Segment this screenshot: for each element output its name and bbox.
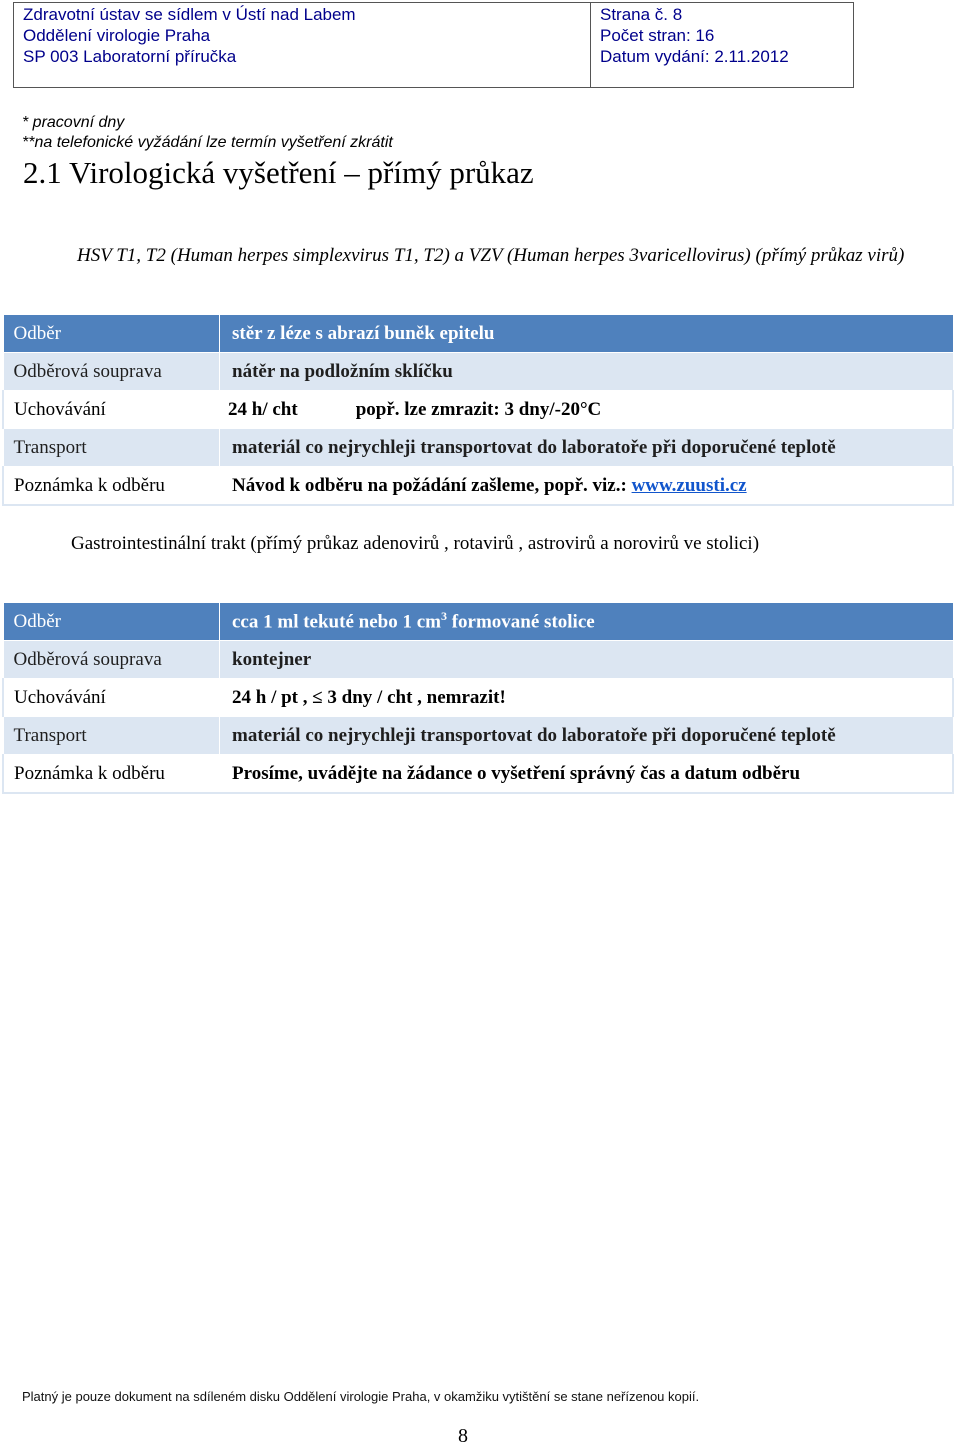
table-row (3, 679, 953, 717)
row-value: Prosíme, uvádějte na žádance o vyšetření správný čas a datum odběru (220, 755, 954, 794)
row-label: Odběr (3, 603, 220, 641)
note-phone-request: **na telefonické vyžádání lze termín vyšetření zkrátit (22, 134, 393, 151)
header-department: Oddělení virologie Praha (23, 26, 211, 45)
table-row (3, 391, 953, 429)
table-row (3, 755, 953, 794)
row-label: Poznámka k odběru (3, 467, 220, 506)
row-value: kontejner (220, 641, 954, 679)
footer-disclaimer: Platný je pouze dokument na sdíleném disku Oddělení virologie Praha, v okamžiku vytištění se stane neřízenou kopií. (22, 1389, 700, 1404)
page-number: 8 (458, 1425, 468, 1447)
row-value: materiál co nejrychleji transportovat do laboratoře při doporučené teplotě (220, 429, 954, 467)
table-row (3, 315, 953, 353)
row-value (220, 603, 954, 641)
row-label: Uchovávání (3, 679, 220, 717)
row-label: Transport (3, 717, 220, 755)
header-institute: Zdravotní ústav se sídlem v Ústí nad Labem (23, 5, 356, 24)
header-issue-date: Datum vydání: 2.11.2012 (600, 47, 789, 66)
storage-freeze: popř. lze zmrazit: 3 dny/-20°C (355, 398, 602, 420)
section-title: 2.1 Virologická vyšetření – přímý průkaz (23, 155, 534, 190)
document-header (13, 2, 854, 88)
row-label: Odběrová souprava (3, 353, 220, 391)
block2-table (2, 602, 954, 794)
table-row (3, 429, 953, 467)
block2-title: Gastrointestinální trakt (přímý průkaz adenovirů , rotavirů , astrovirů a norovirů ve stolici) (71, 533, 760, 554)
header-right (591, 3, 853, 87)
row-value: stěr z léze s abrazí buněk epitelu (220, 315, 954, 353)
row-value: materiál co nejrychleji transportovat do laboratoře při doporučené teplotě (220, 717, 954, 755)
row-value (220, 391, 954, 429)
row-label: Transport (3, 429, 220, 467)
storage-time: 24 h/ cht (228, 398, 298, 420)
header-document-name: SP 003 Laboratorní příručka (23, 47, 237, 66)
table-row (3, 467, 953, 506)
row-value: 24 h / pt , ≤ 3 dny / cht , nemrazit! (220, 679, 954, 717)
volume-text-end: formované stolice (446, 611, 595, 633)
superscript: 3 (440, 609, 447, 624)
table-row (3, 641, 953, 679)
note-working-days: * pracovní dny (22, 114, 125, 131)
block1-title: HSV T1, T2 (Human herpes simplexvirus T1, T2) a VZV (Human herpes 3varicellovirus) (přímý průkaz virů) (77, 245, 905, 266)
volume-text: cca 1 ml tekuté nebo 1 cm (232, 611, 441, 633)
row-label: Odběrová souprava (3, 641, 220, 679)
table-row (3, 717, 953, 755)
row-value: nátěr na podložním sklíčku (220, 353, 954, 391)
row-value (220, 467, 954, 506)
row-label: Uchovávání (3, 391, 220, 429)
website-link[interactable]: www.zuusti.cz (631, 474, 747, 496)
table-row (3, 353, 953, 391)
header-left (14, 3, 591, 87)
header-page: Strana č. 8 (600, 5, 683, 24)
header-page-count: Počet stran: 16 (600, 26, 715, 45)
row-label: Poznámka k odběru (3, 755, 220, 794)
row-label: Odběr (3, 315, 220, 353)
table-row (3, 603, 953, 641)
block1-table (2, 314, 954, 506)
footnotes (22, 113, 393, 153)
note-text: Návod k odběru na požádání zašleme, popř. viz.: (232, 474, 632, 496)
